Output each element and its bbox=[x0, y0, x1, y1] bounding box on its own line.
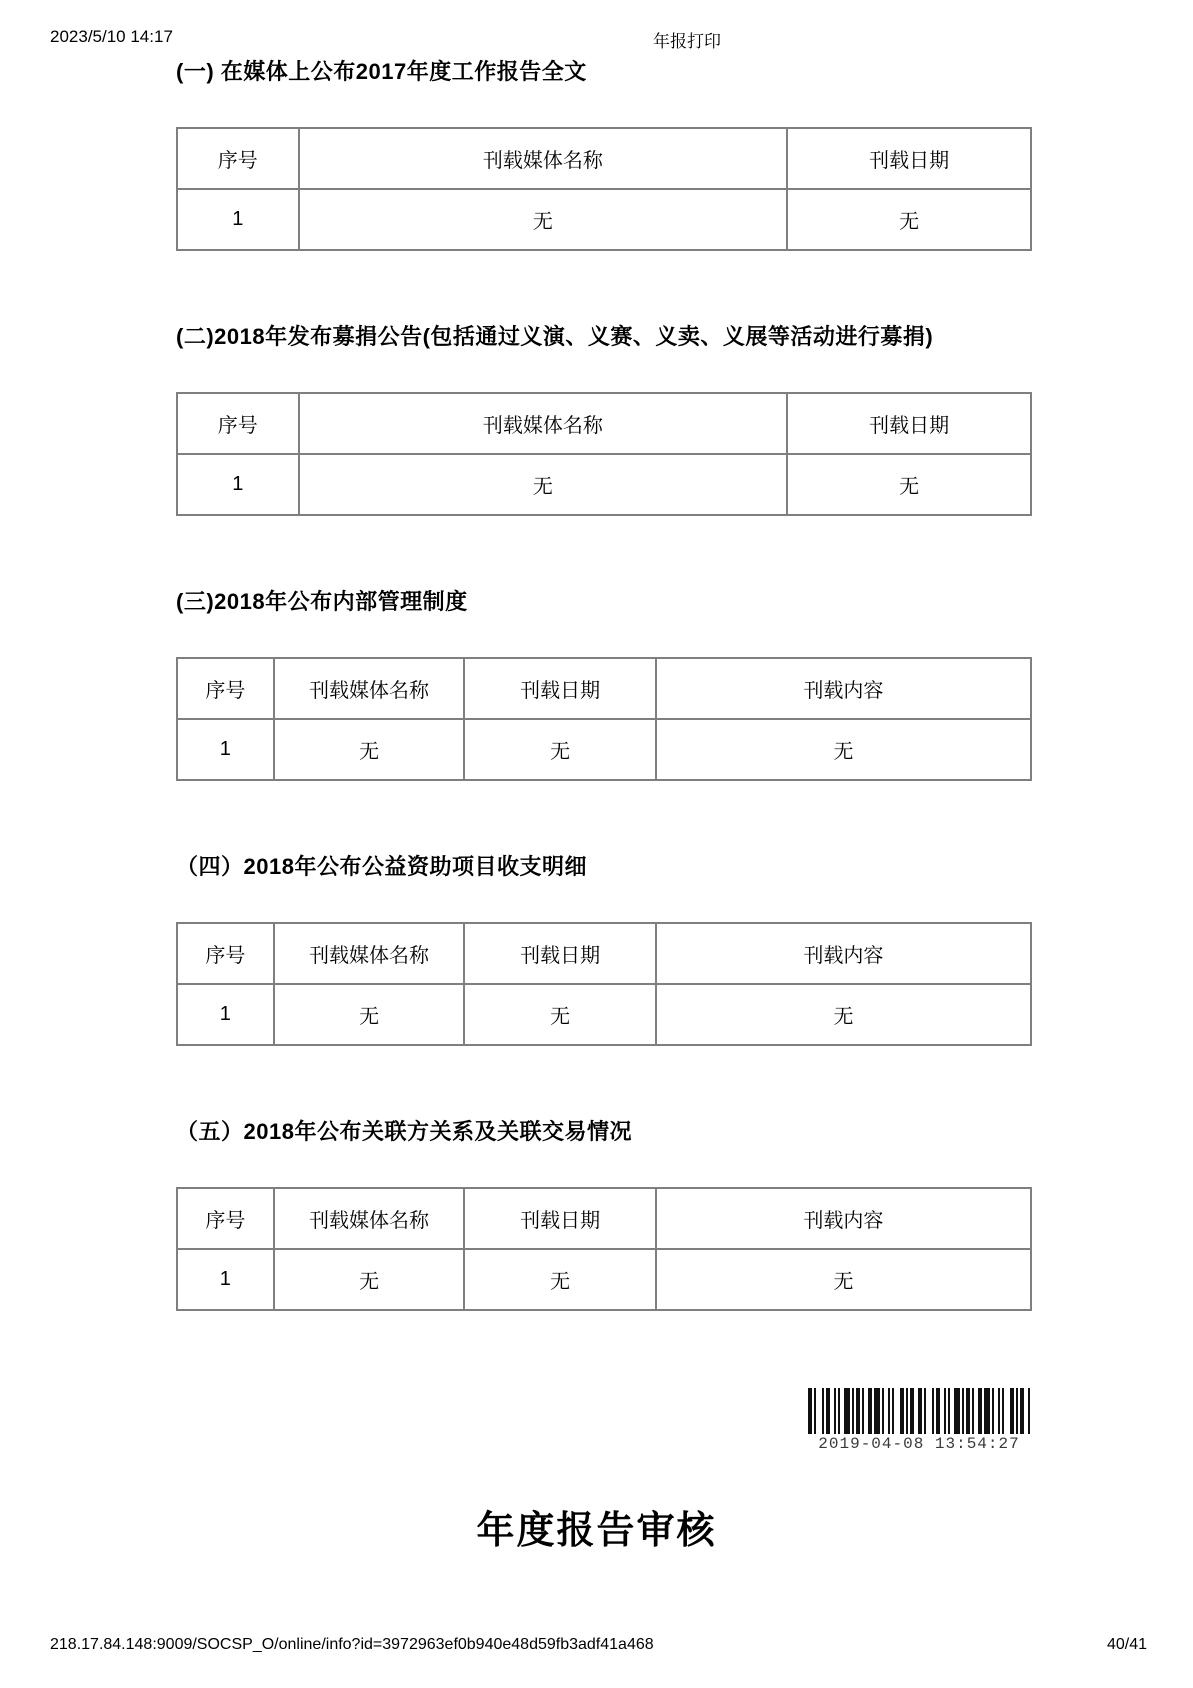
table-row bbox=[177, 1249, 1031, 1310]
table-row bbox=[177, 719, 1031, 780]
table-header-row bbox=[177, 1188, 1031, 1249]
table-cell: 无 bbox=[787, 189, 1031, 250]
table-cell: 无 bbox=[656, 1249, 1031, 1310]
report-section bbox=[176, 322, 1032, 587]
footer-page-number: 40/41 bbox=[1106, 1636, 1147, 1653]
barcode-timestamp: 2019-04-08 13:54:27 bbox=[818, 1435, 1020, 1453]
print-timestamp: 2023/5/10 14:17 bbox=[50, 27, 173, 46]
table-header-row bbox=[177, 128, 1031, 189]
column-header: 刊载日期 bbox=[464, 658, 655, 719]
section-heading: (二)2018年发布募捐公告(包括通过义演、义赛、义卖、义展等活动进行募捐) bbox=[176, 324, 934, 349]
publication-table bbox=[176, 1187, 1032, 1311]
report-section bbox=[176, 852, 1032, 1117]
table-cell: 无 bbox=[464, 719, 655, 780]
report-section bbox=[176, 57, 1032, 322]
column-header: 刊载日期 bbox=[464, 1188, 655, 1249]
report-sections bbox=[176, 57, 1032, 1382]
table-cell: 无 bbox=[656, 719, 1031, 780]
table-cell: 无 bbox=[464, 1249, 655, 1310]
table-header-row bbox=[177, 393, 1031, 454]
column-header: 刊载内容 bbox=[656, 1188, 1031, 1249]
print-page-title: 年报打印 bbox=[653, 32, 721, 51]
column-header: 刊载媒体名称 bbox=[299, 393, 788, 454]
table-cell: 无 bbox=[787, 454, 1031, 515]
section-heading: （五）2018年公布关联方关系及关联交易情况 bbox=[176, 1119, 632, 1144]
table-cell: 无 bbox=[656, 984, 1031, 1045]
table-header-row bbox=[177, 923, 1031, 984]
table-cell: 1 bbox=[177, 1249, 274, 1310]
column-header: 刊载内容 bbox=[656, 923, 1031, 984]
table-header-row bbox=[177, 658, 1031, 719]
report-section bbox=[176, 587, 1032, 852]
table-cell: 无 bbox=[464, 984, 655, 1045]
column-header: 序号 bbox=[177, 923, 274, 984]
column-header: 序号 bbox=[177, 1188, 274, 1249]
column-header: 刊载内容 bbox=[656, 658, 1031, 719]
table-cell: 无 bbox=[274, 1249, 465, 1310]
column-header: 刊载媒体名称 bbox=[274, 658, 465, 719]
publication-table bbox=[176, 127, 1032, 251]
table-cell: 无 bbox=[274, 984, 465, 1045]
section-heading: (一) 在媒体上公布2017年度工作报告全文 bbox=[176, 59, 587, 84]
table-cell: 无 bbox=[299, 454, 788, 515]
publication-table bbox=[176, 392, 1032, 516]
footer-url: 218.17.84.148:9009/SOCSP_O/online/info?id=3972963ef0b940e48d59fb3adf41a468 bbox=[50, 1636, 654, 1653]
publication-table bbox=[176, 657, 1032, 781]
column-header: 刊载日期 bbox=[787, 128, 1031, 189]
column-header: 刊载日期 bbox=[464, 923, 655, 984]
barcode bbox=[808, 1388, 1030, 1458]
table-cell: 1 bbox=[177, 189, 299, 250]
column-header: 刊载日期 bbox=[787, 393, 1031, 454]
table-cell: 1 bbox=[177, 719, 274, 780]
table-cell: 无 bbox=[274, 719, 465, 780]
column-header: 序号 bbox=[177, 393, 299, 454]
table-cell: 1 bbox=[177, 454, 299, 515]
publication-table bbox=[176, 922, 1032, 1046]
column-header: 刊载媒体名称 bbox=[299, 128, 788, 189]
report-section bbox=[176, 1117, 1032, 1382]
table-row bbox=[177, 454, 1031, 515]
column-header: 刊载媒体名称 bbox=[274, 1188, 465, 1249]
table-row bbox=[177, 984, 1031, 1045]
column-header: 序号 bbox=[177, 128, 299, 189]
table-cell: 无 bbox=[299, 189, 788, 250]
column-header: 序号 bbox=[177, 658, 274, 719]
table-row bbox=[177, 189, 1031, 250]
section-heading: (三)2018年公布内部管理制度 bbox=[176, 589, 468, 614]
column-header: 刊载媒体名称 bbox=[274, 923, 465, 984]
section-heading: （四）2018年公布公益资助项目收支明细 bbox=[176, 854, 587, 879]
document-title: 年度报告审核 bbox=[476, 1510, 717, 1552]
barcode-image bbox=[808, 1388, 1030, 1434]
table-cell: 1 bbox=[177, 984, 274, 1045]
